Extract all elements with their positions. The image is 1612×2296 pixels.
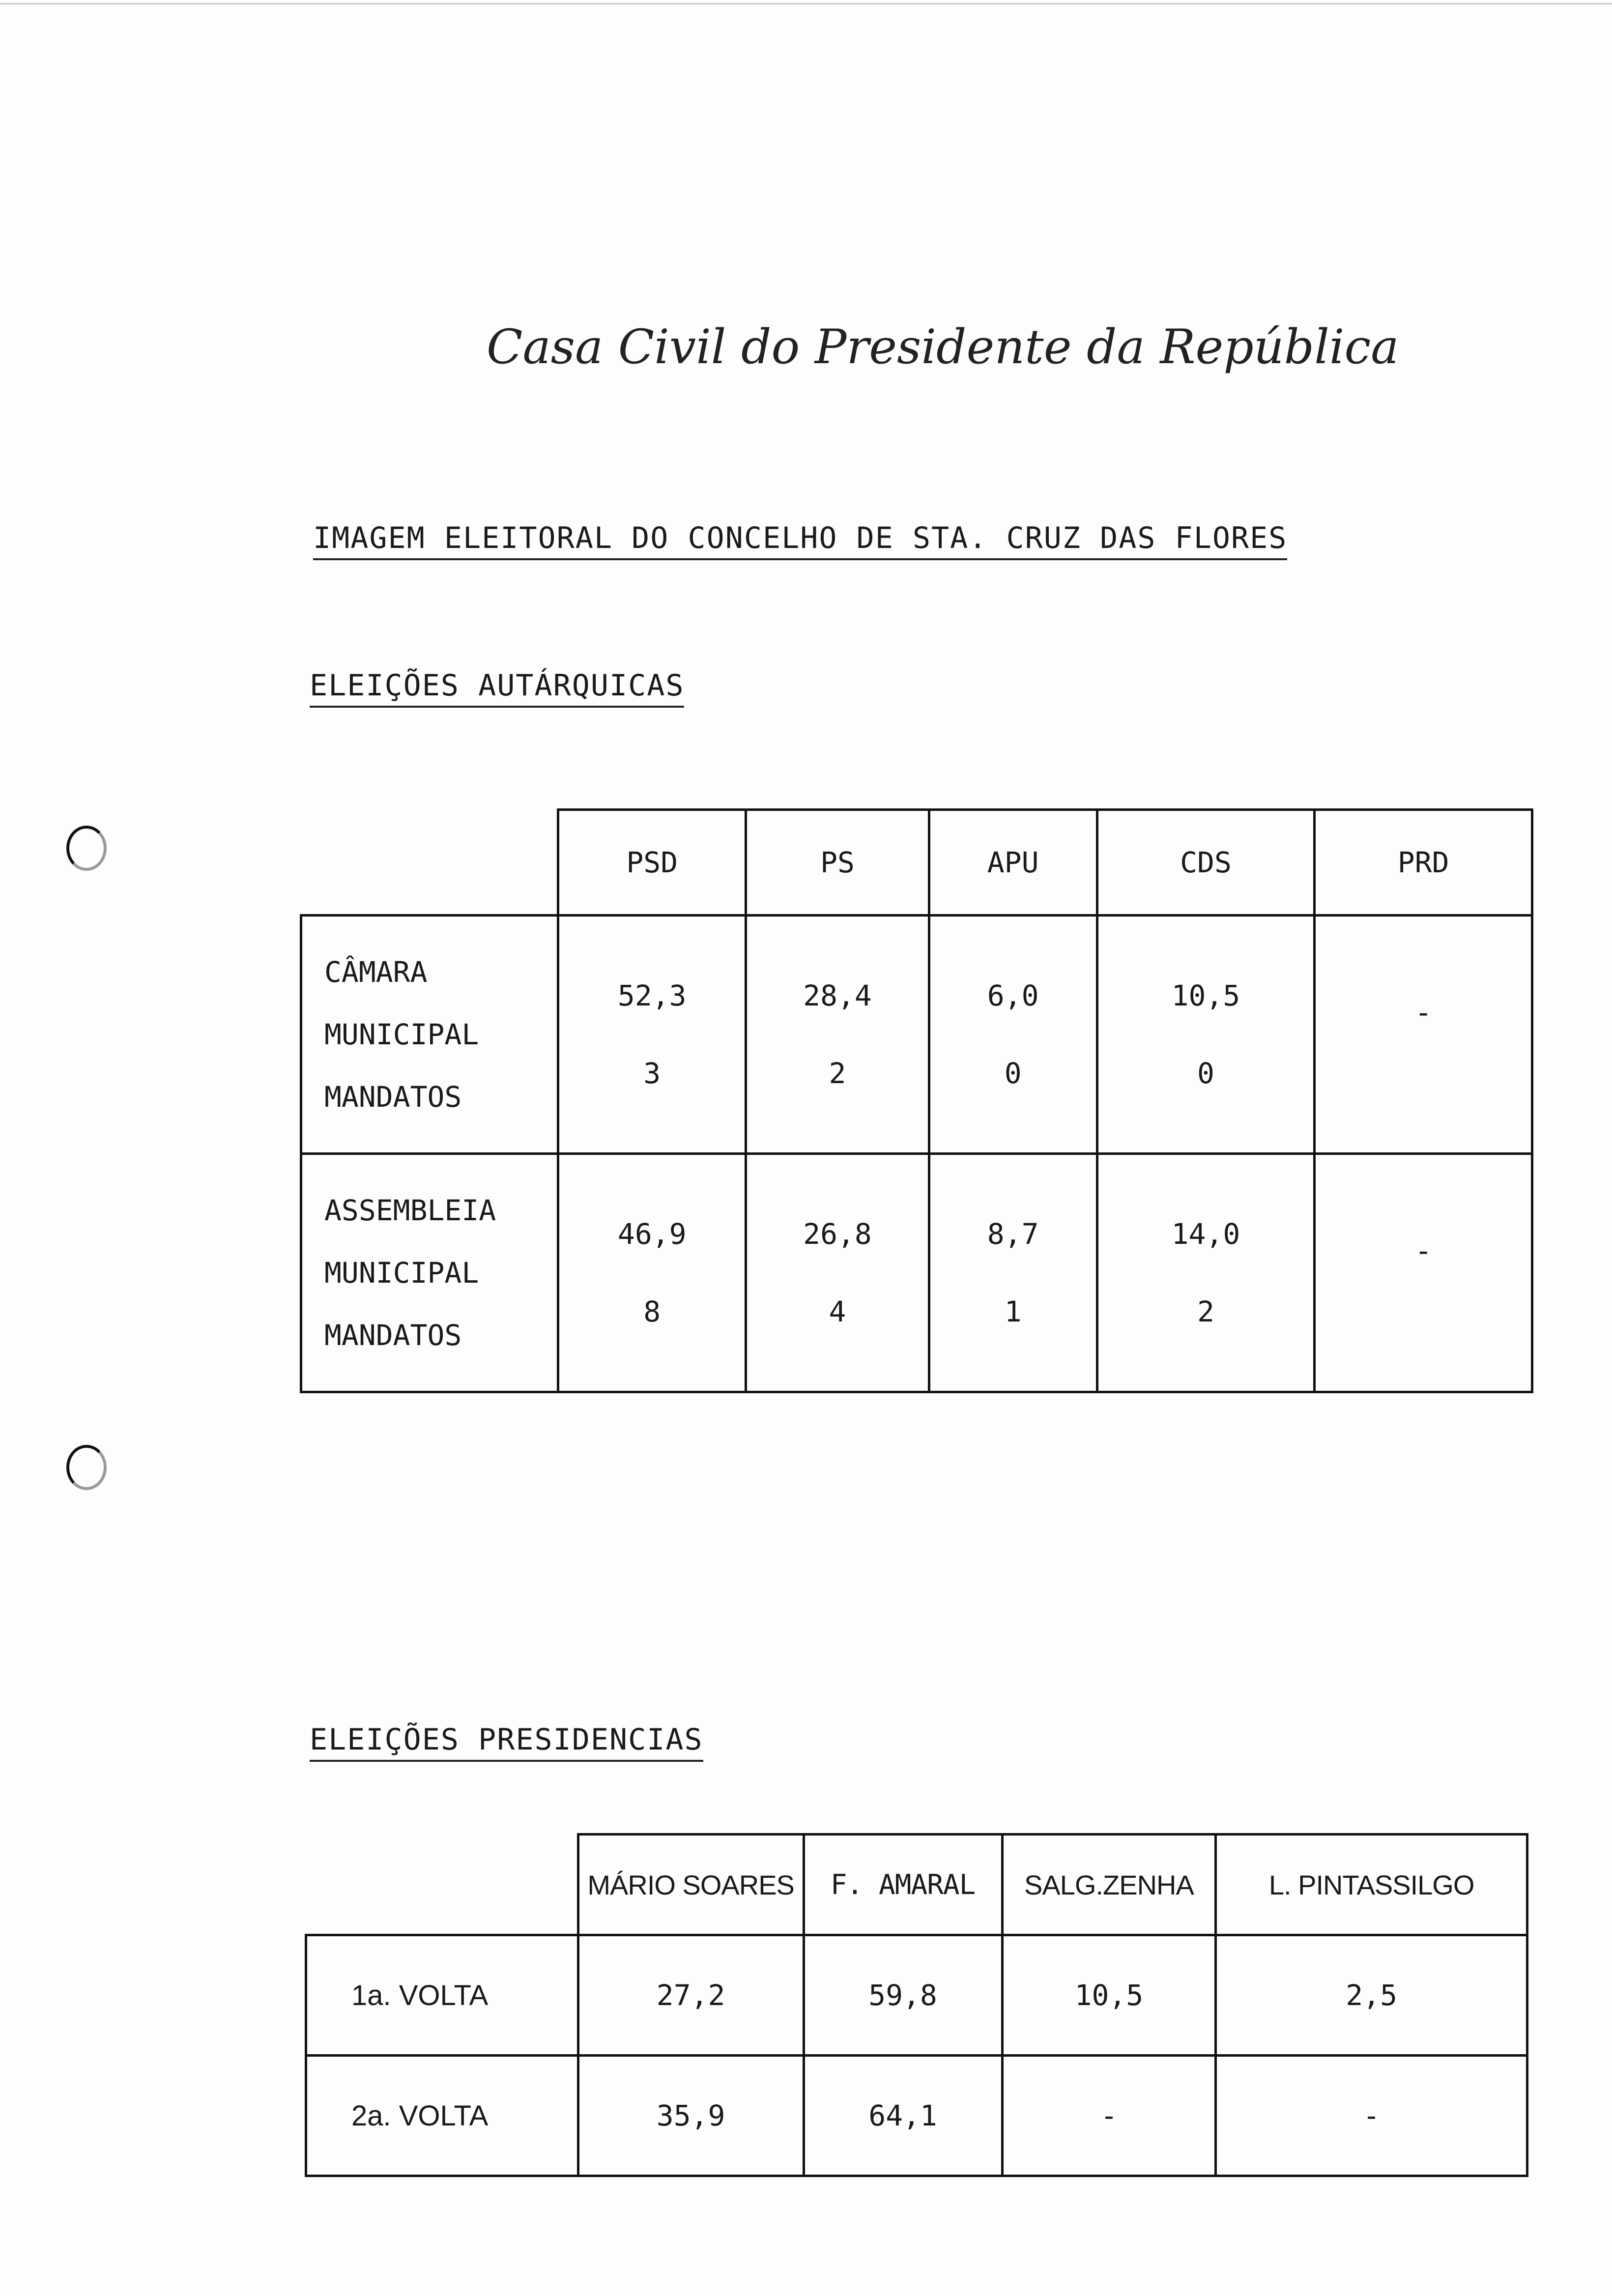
cell-l-pintassilgo: 2,5 [1216, 1935, 1527, 2056]
row-label-assembleia [301, 1154, 558, 1392]
label-line: CÂMARA [324, 955, 428, 989]
mandates-value: 2 [1197, 1295, 1214, 1328]
column-header-salg-zenha: SALG.ZENHA [1002, 1835, 1216, 1935]
page-top-edge [0, 3, 1612, 4]
column-header-f-amaral: F. AMARAL [804, 1835, 1002, 1935]
column-header-psd: PSD [558, 810, 746, 916]
column-header-prd: PRD [1315, 810, 1532, 916]
cell-ps [746, 1154, 929, 1392]
table-row [306, 2056, 1527, 2176]
label-line: MANDATOS [324, 1080, 462, 1114]
empty-cell [301, 810, 558, 916]
percent-value: - [1414, 996, 1432, 1029]
column-header-cds: CDS [1097, 810, 1315, 916]
row-label-1a-volta: 1a. VOLTA [306, 1935, 578, 2056]
cell-mario-soares: 35,9 [578, 2056, 804, 2176]
presidenciais-table [305, 1833, 1528, 2177]
mandates-value: 8 [643, 1295, 661, 1328]
table-header-row [306, 1835, 1527, 1935]
column-header-l-pintassilgo: L. PINTASSILGO [1216, 1835, 1527, 1935]
cell-ps [746, 916, 929, 1154]
mandates-value: 3 [643, 1057, 661, 1090]
cell-mario-soares: 27,2 [578, 1935, 804, 2056]
label-line: ASSEMBLEIA [324, 1194, 496, 1228]
percent-value: 8,7 [987, 1217, 1039, 1251]
row-label-camara [301, 916, 558, 1154]
cell-prd [1315, 1154, 1532, 1392]
table-row [306, 1935, 1527, 2056]
empty-cell [306, 1835, 578, 1935]
section-heading-autarquicas: ELEIÇÕES AUTÁRQUICAS [310, 668, 684, 703]
cell-cds [1097, 916, 1315, 1154]
mandates-value: 0 [1004, 1057, 1022, 1090]
percent-value: 14,0 [1171, 1217, 1240, 1251]
cell-f-amaral: 64,1 [804, 2056, 1002, 2176]
cell-salg-zenha: - [1002, 2056, 1216, 2176]
percent-value: 10,5 [1171, 979, 1240, 1012]
label-line: MUNICIPAL [324, 1017, 479, 1051]
cell-psd [558, 1154, 746, 1392]
percent-value: 46,9 [617, 1217, 687, 1251]
mandates-value: 1 [1004, 1295, 1022, 1328]
label-line: MUNICIPAL [324, 1256, 479, 1290]
percent-value: 26,8 [803, 1217, 872, 1251]
mandates-value: 0 [1197, 1057, 1214, 1090]
cell-apu [929, 1154, 1097, 1392]
table-row [301, 1154, 1532, 1392]
column-header-mario-soares: MÁRIO SOARES [578, 1835, 804, 1935]
document-title: IMAGEM ELEITORAL DO CONCELHO DE STA. CRUZ DAS FLORES [313, 521, 1287, 555]
percent-value: 52,3 [617, 979, 687, 1012]
percent-value: 6,0 [987, 979, 1039, 1012]
cell-cds [1097, 1154, 1315, 1392]
cell-f-amaral: 59,8 [804, 1935, 1002, 2056]
column-header-apu: APU [929, 810, 1097, 916]
punch-hole-icon [66, 826, 107, 871]
cell-psd [558, 916, 746, 1154]
table-row [301, 916, 1532, 1154]
cell-salg-zenha: 10,5 [1002, 1935, 1216, 2056]
cell-apu [929, 916, 1097, 1154]
autarquicas-table [300, 808, 1533, 1393]
percent-value: 28,4 [803, 979, 872, 1012]
punch-hole-icon [66, 1445, 107, 1490]
cell-l-pintassilgo: - [1216, 2056, 1527, 2176]
percent-value: - [1414, 1234, 1432, 1267]
column-header-ps: PS [746, 810, 929, 916]
table-header-row [301, 810, 1532, 916]
letterhead: Casa Civil do Presidente da República [487, 319, 1399, 374]
cell-prd [1315, 916, 1532, 1154]
label-line: MANDATOS [324, 1318, 462, 1352]
section-heading-presidenciais: ELEIÇÕES PRESIDENCIAS [310, 1722, 703, 1757]
mandates-value: 4 [829, 1295, 846, 1328]
row-label-2a-volta: 2a. VOLTA [306, 2056, 578, 2176]
mandates-value: 2 [829, 1057, 846, 1090]
